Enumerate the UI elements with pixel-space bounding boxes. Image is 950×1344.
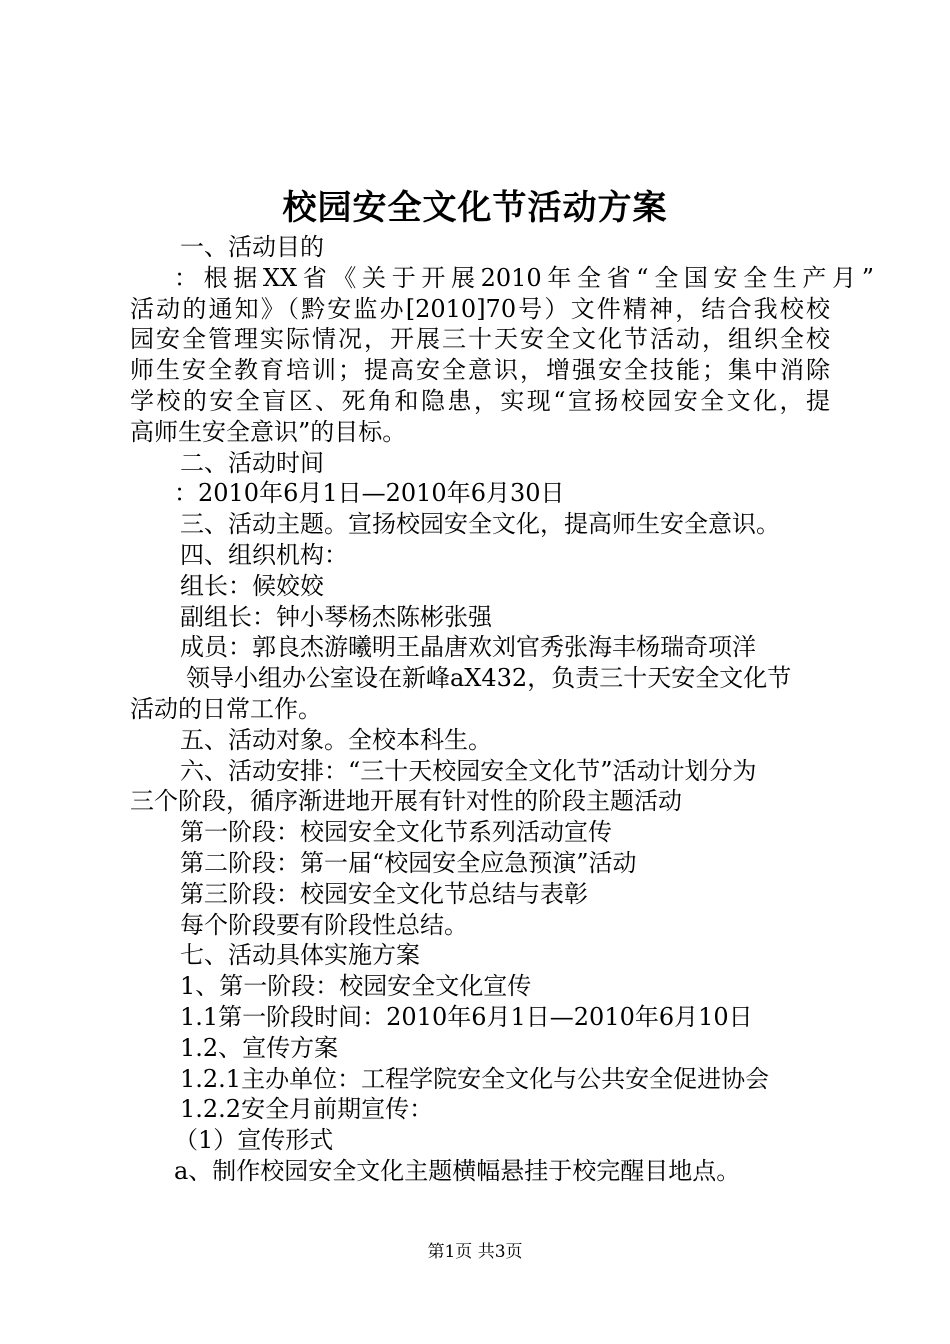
section-heading-time: 二、活动时间	[180, 448, 324, 477]
section-heading-organization: 四、组织机构：	[180, 540, 348, 569]
paragraph-line: 学校的安全盲区、死角和隐患，实现“宣扬校园安全文化，提	[130, 386, 830, 415]
section-heading-target: 五、活动对象。全校本科生。	[180, 725, 492, 754]
paragraph-line: 副组长：钟小琴杨杰陈彬张强	[180, 602, 492, 631]
paragraph-line: 园安全管理实际情况，开展三十天安全文化节活动，组织全校	[130, 325, 830, 354]
paragraph-line: 师生安全教育培训；提高安全意识，增强安全技能；集中消除	[130, 356, 830, 385]
paragraph-line: 高师生安全意识”的目标。	[130, 417, 407, 446]
paragraph-line: （1）宣传形式	[174, 1126, 334, 1155]
paragraph-line: a、制作校园安全文化主题横幅悬挂于校完醒目地点。	[174, 1156, 741, 1185]
paragraph-line: 1.1第一阶段时间：2010年6月1日—2010年6月10日	[180, 1002, 753, 1031]
paragraph-line: 每个阶段要有阶段性总结。	[180, 910, 468, 939]
document-title: 校园安全文化节活动方案	[282, 188, 668, 228]
page-number-footer: 第1页 共3页	[427, 1242, 523, 1262]
section-heading-implementation: 七、活动具体实施方案	[180, 941, 420, 970]
paragraph-line: 1.2、宣传方案	[180, 1033, 339, 1062]
paragraph-line: 第二阶段：第一届“校园安全应急预演”活动	[180, 848, 637, 877]
paragraph-line: ：根据XX省《关于开展2010年全省“全国安全生产月”	[174, 263, 874, 292]
paragraph-line: 活动的通知》（黔安监办[2010]70号）文件精神，结合我校校	[130, 294, 830, 323]
section-heading-arrangement: 六、活动安排：“三十天校园安全文化节”活动计划分为	[180, 756, 757, 785]
section-heading-theme: 三、活动主题。宣扬校园安全文化，提高师生安全意识。	[180, 510, 780, 539]
paragraph-line: ：2010年6月1日—2010年6月30日	[174, 479, 565, 508]
paragraph-line: 1.2.2安全月前期宣传：	[180, 1095, 434, 1124]
paragraph-line: 活动的日常工作。	[130, 694, 322, 723]
paragraph-line: 三个阶段，循序渐进地开展有针对性的阶段主题活动	[130, 787, 682, 816]
section-heading-purpose: 一、活动目的	[180, 233, 324, 261]
paragraph-line: 领导小组办公室设在新峰aX432，负责三十天安全文化节	[186, 664, 792, 693]
paragraph-line: 第三阶段：校园安全文化节总结与表彰	[180, 879, 588, 908]
paragraph-line: 1、第一阶段：校园安全文化宣传	[180, 972, 532, 1001]
document-body	[130, 232, 874, 1187]
paragraph-line: 第一阶段：校园安全文化节系列活动宣传	[180, 818, 612, 847]
paragraph-line: 组长：候姣姣	[180, 571, 324, 600]
paragraph-line: 成员：郭良杰游曦明王晶唐欢刘官秀张海丰杨瑞奇项洋	[180, 633, 756, 662]
paragraph-line: 1.2.1主办单位：工程学院安全文化与公共安全促进协会	[180, 1064, 770, 1093]
